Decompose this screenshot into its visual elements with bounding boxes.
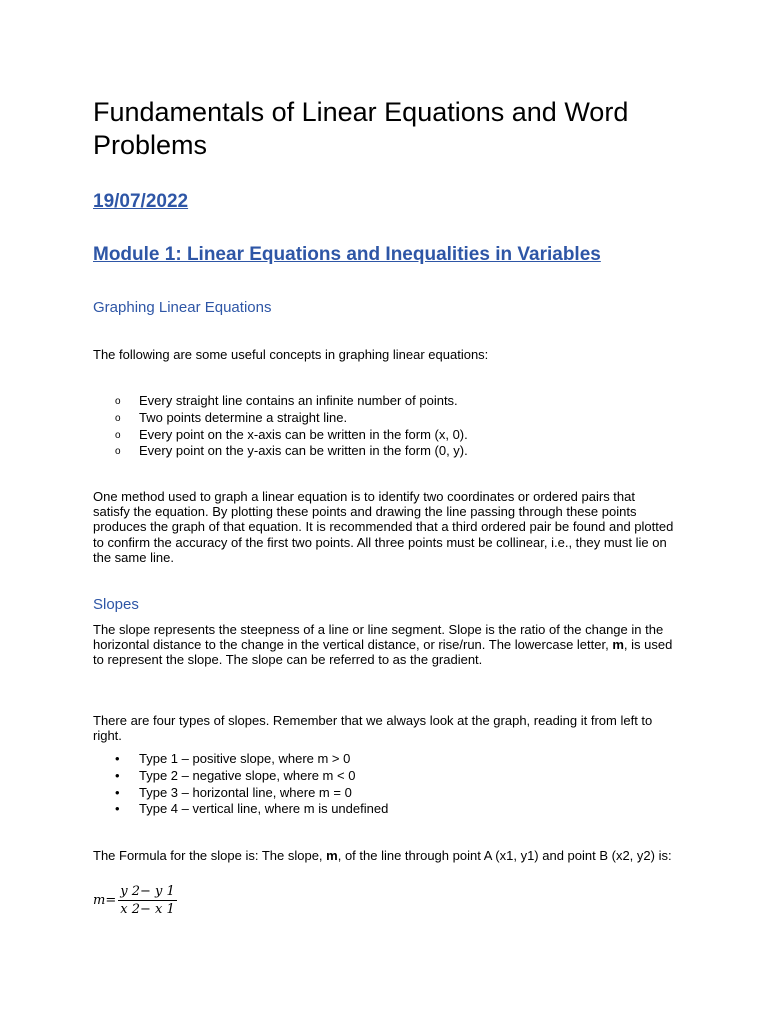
- date-heading: 19/07/2022: [93, 191, 189, 212]
- slope-types-intro: There are four types of slopes. Remember that we always look at the graph, reading it from left to right.: [93, 713, 653, 744]
- method-paragraph: One method used to graph a linear equation is to identify two coordinates or ordered pairs that satisfy the equation. By plotting these points and drawing the line passing through these points produces the graph of that equation. It is recommended that a third ordered pair be found and plotted to confirm the accuracy of the first two points. All three points must be collinear, i.e., they must lie on the same line.: [93, 489, 674, 565]
- list-item: • Type 1 – positive slope, where m > 0: [115, 751, 351, 766]
- module-heading: Module 1: Linear Equations and Inequalities in Variables: [93, 244, 601, 265]
- bullet-icon: •: [115, 784, 120, 800]
- circle-bullet-icon: o: [115, 412, 121, 424]
- list-item: • Type 2 – negative slope, where m < 0: [115, 767, 356, 783]
- formula-fraction: [118, 884, 177, 917]
- circle-bullet-icon: o: [115, 429, 121, 441]
- document-title: Fundamentals of Linear Equations and Word Problems: [93, 97, 629, 160]
- formula-intro: The Formula for the slope is: The slope, m, of the line through point A (x1, y1) and point B (x2, y2) is:: [93, 848, 672, 863]
- circle-bullet-icon: o: [115, 446, 121, 458]
- slope-types-list: [93, 751, 388, 818]
- list-item: o Every point on the y-axis can be written in the form (0, y).: [93, 443, 468, 460]
- list-item: o Every point on the x-axis can be written in the form (x, 0).: [93, 427, 468, 444]
- bullet-icon: •: [115, 751, 120, 766]
- concepts-list: [93, 393, 468, 460]
- graphing-heading: Graphing Linear Equations: [93, 299, 272, 316]
- list-item: o Two points determine a straight line.: [93, 410, 468, 427]
- list-item: o Every straight line contains an infinite number of points.: [93, 393, 468, 410]
- list-item: • Type 3 – horizontal line, where m = 0: [115, 784, 352, 800]
- formula-lhs: m=: [93, 893, 117, 908]
- formula-numerator: y 2− y 1: [120, 884, 175, 899]
- list-item: • Type 4 – vertical line, where m is undefined: [115, 801, 389, 817]
- bullet-icon: •: [115, 801, 120, 817]
- slopes-paragraph: The slope represents the steepness of a line or line segment. Slope is the ratio of the change in the horizontal distance to the change in the vertical distance, or rise/run. The lowercase letter, m, is used to represent the slope. The slope can be referred to as the gradient.: [93, 622, 673, 668]
- bullet-icon: •: [115, 767, 120, 783]
- circle-bullet-icon: o: [115, 396, 121, 407]
- slope-formula: [93, 884, 177, 917]
- slopes-heading: Slopes: [93, 596, 139, 613]
- graphing-intro: The following are some useful concepts in graphing linear equations:: [93, 347, 489, 362]
- formula-denominator: x 2− x 1: [120, 902, 175, 917]
